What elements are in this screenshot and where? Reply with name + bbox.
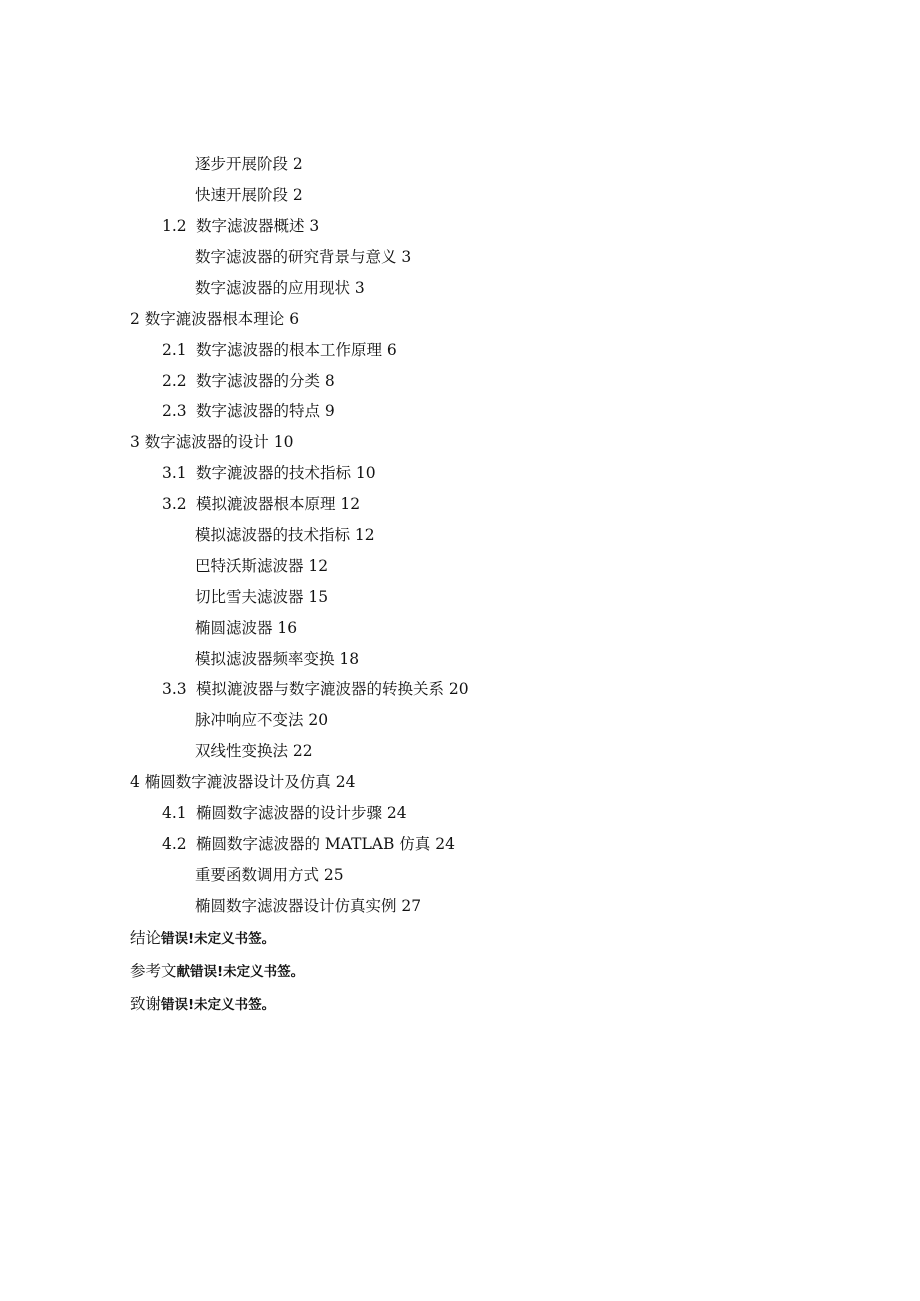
toc-entry-conclusion[interactable] <box>130 928 275 949</box>
toc-entry[interactable] <box>195 247 411 267</box>
toc-entry[interactable] <box>162 463 376 483</box>
toc-entry[interactable] <box>162 371 335 391</box>
toc-error-text: 错误!未定义书签。 <box>161 997 276 1013</box>
toc-entry[interactable] <box>130 432 293 452</box>
toc-entry-references[interactable] <box>130 961 304 982</box>
toc-entry-label: 巴特沃斯滤波器 12 <box>195 557 329 575</box>
toc-entry[interactable] <box>195 741 313 761</box>
toc-entry-number: 3.1 <box>162 464 187 482</box>
toc-entry[interactable] <box>195 154 303 174</box>
toc-error-text: 献错误!未定义书签。 <box>176 964 305 980</box>
toc-entry-label: 数字滤波器的分类 8 <box>196 372 335 390</box>
toc-entry-label: 逐步开展阶段 2 <box>195 155 303 173</box>
toc-entry-label: 模拟漉波器与数字漉波器的转换关系 20 <box>196 680 469 698</box>
toc-entry[interactable] <box>162 340 397 360</box>
toc-entry[interactable] <box>162 834 455 854</box>
toc-entry[interactable] <box>162 803 407 823</box>
toc-entry[interactable] <box>195 278 365 298</box>
toc-entry-label: 双线性变换法 22 <box>195 742 313 760</box>
toc-error-text: 错误!未定义书签。 <box>161 931 276 947</box>
toc-entry-label: 参考文 <box>130 962 177 980</box>
toc-entry[interactable] <box>130 309 299 329</box>
toc-entry-number: 2.2 <box>162 372 187 390</box>
toc-entry-label: 致谢 <box>130 995 162 1013</box>
toc-entry[interactable] <box>195 896 421 916</box>
toc-entry-label: 椭圆滤波器 16 <box>195 619 298 637</box>
toc-entry-number: 2.1 <box>162 341 187 359</box>
toc-entry-number: 1.2 <box>162 217 187 235</box>
toc-entry-label: 3 数字滤波器的设计 10 <box>130 433 294 451</box>
toc-entry-label: 数字滤波器的研究背景与意义 3 <box>195 248 412 266</box>
toc-entry-label: 数字滤波器的根本工作原理 6 <box>196 341 397 359</box>
toc-entry-label: 数字漉波器的技术指标 10 <box>196 464 376 482</box>
toc-entry[interactable] <box>195 556 328 576</box>
toc-entry[interactable] <box>130 772 355 792</box>
toc-entry-label: 2 数字漉波器根本理论 6 <box>130 310 300 328</box>
toc-entry[interactable] <box>195 587 328 607</box>
toc-entry[interactable] <box>162 494 360 514</box>
toc-entry[interactable] <box>162 679 469 699</box>
toc-entry[interactable] <box>195 649 359 669</box>
toc-entry-label: 4 椭圆数字漉波器设计及仿真 24 <box>130 773 356 791</box>
toc-entry-label: 椭圆数字滤波器设计仿真实例 27 <box>195 897 422 915</box>
toc-entry-acknowledgements[interactable] <box>130 994 275 1015</box>
toc-entry-label: 模拟滤波器频率变换 18 <box>195 650 360 668</box>
toc-entry-label: 椭圆数字滤波器的 MATLAB 仿真 24 <box>196 835 455 853</box>
toc-entry-number: 4.2 <box>162 835 187 853</box>
toc-entry[interactable] <box>195 618 297 638</box>
toc-entry-label: 脉冲响应不变法 20 <box>195 711 329 729</box>
toc-entry[interactable] <box>195 525 375 545</box>
toc-entry-label: 数字滤波器的特点 9 <box>196 402 335 420</box>
toc-entry-number: 3.2 <box>162 495 187 513</box>
toc-entry-label: 数字滤波器的应用现状 3 <box>195 279 365 297</box>
toc-entry-label: 重要函数调用方式 25 <box>195 866 344 884</box>
toc-entry-label: 快速开展阶段 2 <box>195 186 303 204</box>
toc-entry-label: 切比雪夫滤波器 15 <box>195 588 329 606</box>
toc-entry[interactable] <box>162 216 319 236</box>
toc-entry[interactable] <box>162 401 335 421</box>
toc-entry[interactable] <box>195 865 344 885</box>
toc-entry[interactable] <box>195 710 328 730</box>
toc-entry-label: 椭圆数字滤波器的设计步骤 24 <box>196 804 407 822</box>
toc-entry[interactable] <box>195 185 303 205</box>
toc-entry-label: 模拟滤波器的技术指标 12 <box>195 526 375 544</box>
toc-entry-label: 结论 <box>130 929 162 947</box>
toc-entry-label: 模拟漉波器根本原理 12 <box>196 495 361 513</box>
toc-entry-label: 数字滤波器概述 3 <box>196 217 320 235</box>
toc-entry-number: 4.1 <box>162 804 187 822</box>
toc-entry-number: 3.3 <box>162 680 187 698</box>
toc-entry-number: 2.3 <box>162 402 187 420</box>
